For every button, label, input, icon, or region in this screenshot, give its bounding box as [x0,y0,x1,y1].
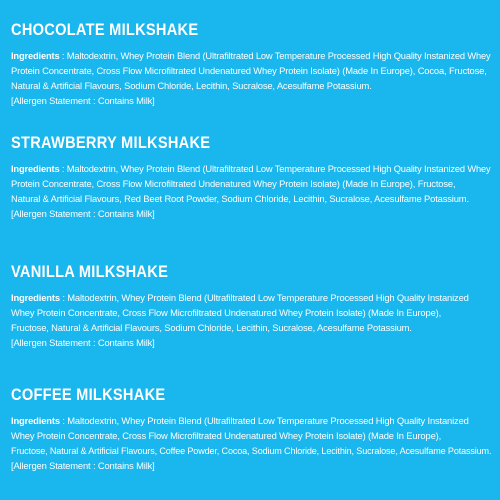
ingredients-line: Whey Protein Concentrate, Cross Flow Microfiltrated Undenatured Whey Protein Isolate) (Made In Europe), [11,430,442,441]
ingredients-line: Whey Protein Concentrate, Cross Flow Microfiltrated Undenatured Whey Protein Isolate) (Made In Europe), [11,307,442,318]
section-title: VANILLA MILKSHAKE [11,262,169,281]
ingredients-line: Protein Concentrate, Cross Flow Microfiltrated Undenatured Whey Protein Isolate) (Made In Europe), Fructose, [11,178,456,189]
ingredients-line: Fructose, Natural & Artificial Flavours, Coffee Powder, Cocoa, Sodium Chloride, Lecithin, Sucralose, Acesulfame Potassium. [11,445,492,456]
ingredients-text [11,161,491,221]
section-title: STRAWBERRY MILKSHAKE [11,133,211,152]
ingredients-line: : Maltodextrin, Whey Protein Blend (Ultrafiltrated Low Temperature Processed High Quality Instanized [59,292,469,303]
ingredients-text [11,290,491,350]
ingredients-line: : Maltodextrin, Whey Protein Blend (Ultrafiltrated Low Temperature Processed High Quality Instanized Whey [59,163,491,174]
allergen-statement: [Allergen Statement : Contains Milk] [11,95,155,106]
ingredients-line: Natural & Artificial Flavours, Sodium Chloride, Lecithin, Sucralose, Acesulfame Potassium. [11,80,372,91]
ingredients-label: Ingredients [11,163,60,174]
ingredients-label: Ingredients [11,50,60,61]
ingredients-label: Ingredients [11,415,60,426]
ingredients-label: Ingredients [11,292,60,303]
allergen-statement: [Allergen Statement : Contains Milk] [11,460,155,471]
allergen-statement: [Allergen Statement : Contains Milk] [11,337,155,348]
ingredients-text [11,413,491,473]
ingredients-line: Natural & Artificial Flavours, Red Beet Root Powder, Sodium Chloride, Lecithin, Sucralose, Acesulfame Potassium. [11,193,469,204]
section-title: COFFEE MILKSHAKE [11,385,166,404]
ingredients-line: : Maltodextrin, Whey Protein Blend (Ultrafiltrated Low Temperature Processed High Quality Instanized [59,415,469,426]
allergen-statement: [Allergen Statement : Contains Milk] [11,208,155,219]
section-title: CHOCOLATE MILKSHAKE [11,20,199,39]
ingredients-line: : Maltodextrin, Whey Protein Blend (Ultrafiltrated Low Temperature Processed High Quality Instanized Whey [59,50,491,61]
vanilla-milkshake-section [11,262,491,350]
ingredients-line: Fructose, Natural & Artificial Flavours, Sodium Chloride, Lecithin, Sucralose, Acesulfame Potassium. [11,322,412,333]
chocolate-milkshake-section [11,20,491,108]
strawberry-milkshake-section [11,133,491,221]
coffee-milkshake-section [11,385,491,473]
ingredients-line: Protein Concentrate, Cross Flow Microfiltrated Undenatured Whey Protein Isolate) (Made In Europe), Cocoa, Fructose, [11,65,487,76]
ingredients-text [11,48,491,108]
